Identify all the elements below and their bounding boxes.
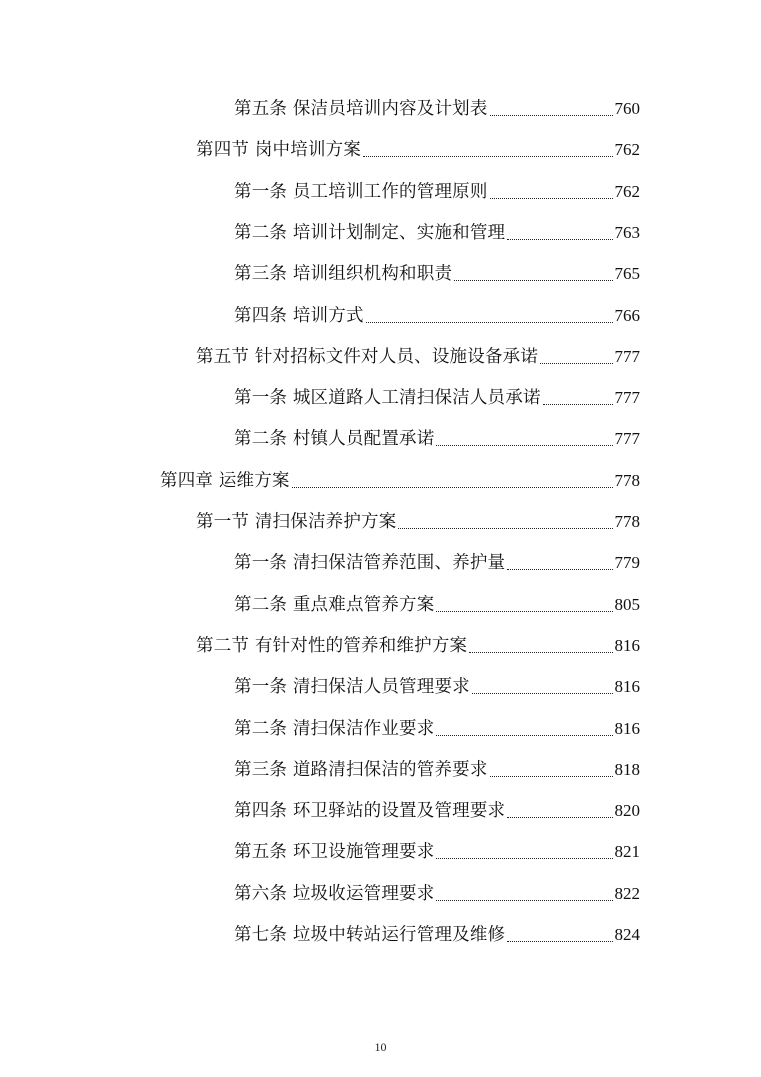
toc-entry-title: 第六条 垃圾收运管理要求 bbox=[234, 883, 435, 904]
toc-entry-title: 第五节 针对招标文件对人员、设施设备承诺 bbox=[196, 346, 539, 367]
toc-entry[interactable] bbox=[234, 835, 640, 869]
toc-entry-page: 762 bbox=[614, 140, 640, 160]
toc-entry[interactable] bbox=[234, 546, 640, 580]
toc-entry-page: 821 bbox=[614, 842, 640, 862]
toc-entry-title: 第二条 重点难点管养方案 bbox=[234, 594, 435, 615]
toc-entry[interactable] bbox=[196, 133, 640, 167]
toc-entry-title: 第四条 培训方式 bbox=[234, 305, 364, 326]
toc-entry-title: 第四条 环卫驿站的设置及管理要求 bbox=[234, 801, 506, 822]
toc-entry[interactable] bbox=[234, 753, 640, 787]
dot-leader bbox=[507, 216, 612, 250]
dot-leader bbox=[436, 877, 612, 911]
dot-leader bbox=[540, 340, 612, 374]
toc-entry[interactable] bbox=[234, 257, 640, 291]
dot-leader bbox=[363, 133, 612, 167]
toc-entry-title: 第一条 清扫保洁管养范围、养护量 bbox=[234, 553, 506, 574]
toc-entry[interactable] bbox=[234, 918, 640, 952]
toc-entry-page: 778 bbox=[614, 512, 640, 531]
dot-leader bbox=[292, 464, 613, 498]
dot-leader bbox=[507, 794, 612, 828]
toc-entry-page: 824 bbox=[614, 925, 640, 944]
toc-entry[interactable] bbox=[234, 381, 640, 415]
dot-leader bbox=[366, 299, 613, 333]
toc-entry-title: 第一条 员工培训工作的管理原则 bbox=[234, 181, 488, 202]
dot-leader bbox=[490, 175, 613, 209]
toc-entry-title: 第三条 道路清扫保洁的管养要求 bbox=[234, 759, 488, 780]
toc-entry[interactable] bbox=[234, 712, 640, 746]
dot-leader bbox=[469, 629, 612, 663]
toc-entry-page: 816 bbox=[614, 718, 640, 738]
toc-entry[interactable] bbox=[234, 175, 640, 209]
dot-leader bbox=[490, 753, 613, 787]
toc-entry-page: 822 bbox=[614, 883, 640, 903]
toc-entry-title: 第二条 清扫保洁作业要求 bbox=[234, 718, 435, 739]
toc-entry-page: 805 bbox=[614, 594, 640, 614]
toc-entry[interactable] bbox=[234, 588, 640, 622]
toc-entry-page: 762 bbox=[614, 181, 640, 201]
toc-entry-page: 818 bbox=[614, 759, 640, 779]
dot-leader bbox=[436, 588, 612, 622]
toc-entry-page: 760 bbox=[614, 99, 640, 118]
dot-leader bbox=[436, 422, 612, 456]
dot-leader bbox=[436, 712, 612, 746]
toc-entry-page: 777 bbox=[614, 388, 640, 408]
toc-entry-title: 第五条 保洁员培训内容及计划表 bbox=[234, 99, 488, 119]
dot-leader bbox=[454, 257, 612, 291]
toc-entry-page: 778 bbox=[614, 470, 640, 490]
toc-entry-title: 第二条 村镇人员配置承诺 bbox=[234, 429, 435, 450]
toc-entry[interactable] bbox=[234, 92, 640, 126]
toc-entry-page: 777 bbox=[614, 429, 640, 449]
dot-leader bbox=[472, 670, 613, 704]
toc-entry-page: 766 bbox=[614, 305, 640, 325]
page-number: 10 bbox=[374, 1040, 387, 1054]
toc-entry-title: 第四章 运维方案 bbox=[160, 470, 290, 491]
toc-entry-title: 第四节 岗中培训方案 bbox=[196, 140, 362, 161]
dot-leader bbox=[398, 505, 612, 539]
dot-leader bbox=[507, 918, 612, 952]
dot-leader bbox=[507, 546, 612, 580]
toc-entry-page: 816 bbox=[614, 677, 640, 697]
toc-entry-title: 第二节 有针对性的管养和维护方案 bbox=[196, 635, 468, 656]
toc-entry-page: 763 bbox=[614, 222, 640, 242]
dot-leader bbox=[543, 381, 613, 415]
toc-entry[interactable] bbox=[234, 877, 640, 911]
toc-entry[interactable] bbox=[196, 340, 640, 374]
dot-leader bbox=[436, 835, 612, 869]
toc-entry[interactable] bbox=[234, 216, 640, 250]
toc-entry-page: 777 bbox=[614, 346, 640, 366]
toc-entry[interactable] bbox=[196, 629, 640, 663]
toc-entry-page: 816 bbox=[614, 635, 640, 655]
toc-entry[interactable] bbox=[234, 299, 640, 333]
toc-entry-page: 820 bbox=[614, 801, 640, 821]
toc-entry-page: 779 bbox=[614, 553, 640, 573]
toc-entry-title: 第七条 垃圾中转站运行管理及维修 bbox=[234, 925, 506, 945]
toc-entry[interactable] bbox=[234, 794, 640, 828]
toc-entry-title: 第一条 城区道路人工清扫保洁人员承诺 bbox=[234, 388, 541, 409]
toc-entry-page: 765 bbox=[614, 264, 640, 284]
toc-entry[interactable] bbox=[234, 670, 640, 704]
toc-entry-title: 第五条 环卫设施管理要求 bbox=[234, 842, 435, 863]
toc-entry[interactable] bbox=[234, 422, 640, 456]
toc-entry-title: 第三条 培训组织机构和职责 bbox=[234, 264, 453, 285]
toc-entry[interactable] bbox=[196, 505, 640, 539]
toc-entry-title: 第一节 清扫保洁养护方案 bbox=[196, 512, 397, 532]
toc-entry[interactable] bbox=[160, 464, 640, 498]
toc-entry-title: 第二条 培训计划制定、实施和管理 bbox=[234, 222, 506, 243]
dot-leader bbox=[490, 92, 613, 126]
toc-entry-title: 第一条 清扫保洁人员管理要求 bbox=[234, 677, 470, 698]
